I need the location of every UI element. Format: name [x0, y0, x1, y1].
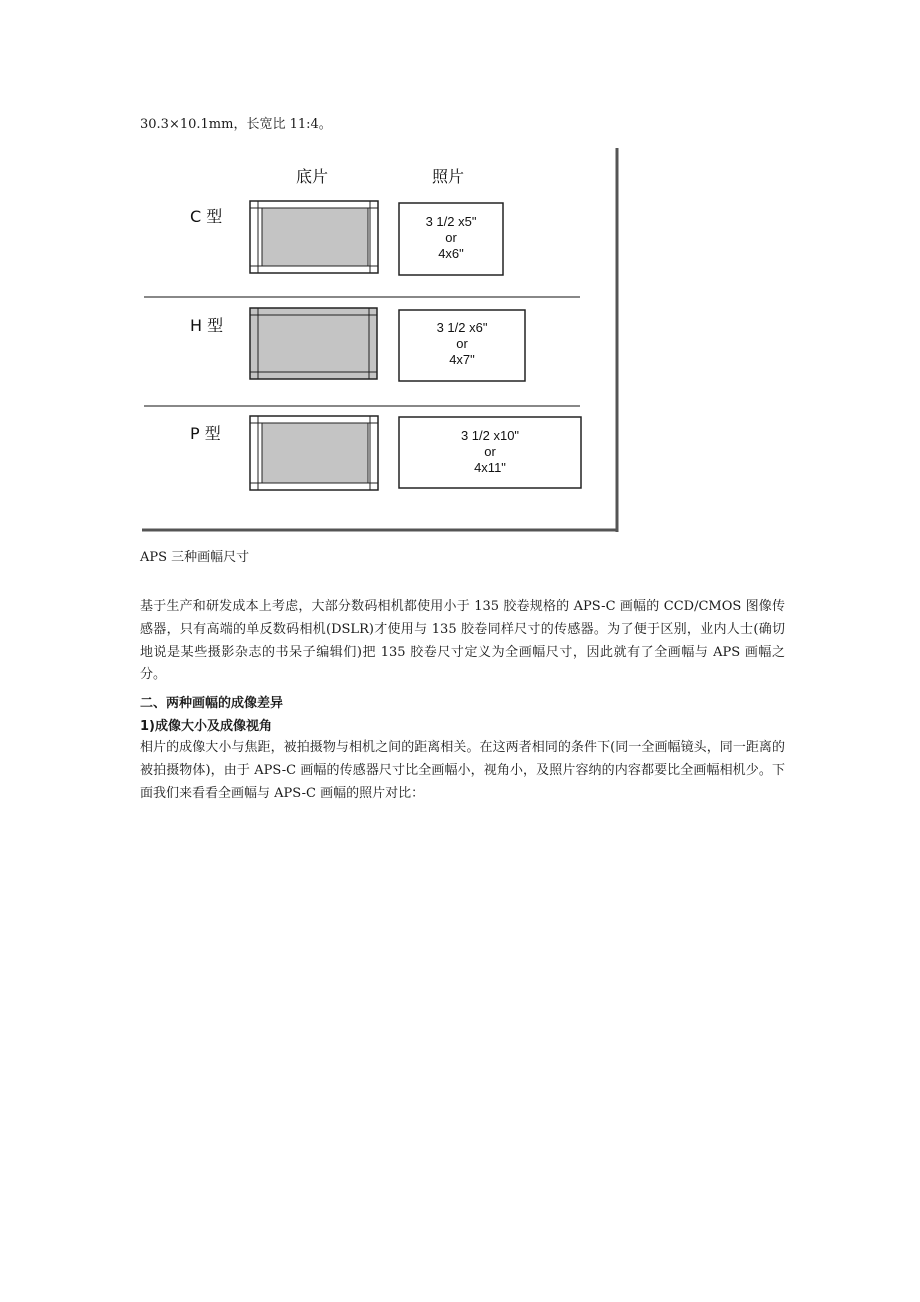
body-paragraph: 相片的成像大小与焦距，被拍摄物与相机之间的距离相关。在这两者相同的条件下(同一全画幅镜头，同一距离的被拍摄物体)，由于 APS-C 画幅的传感器尺寸比全画幅小，视角小，及照片容纳的内容都要比全画幅相机少。下面我们来看看全画幅与 APS-C 画幅的照片对比： [140, 740, 785, 801]
photo-size-line: 4x6" [438, 246, 464, 261]
photo-size-line: or [484, 444, 496, 459]
row-c-type [190, 201, 503, 275]
type-label: H 型 [190, 316, 224, 335]
photo-size-line: 4x11" [474, 460, 506, 475]
figure-caption: APS 三种画幅尺寸 [140, 550, 250, 565]
header-photo: 照片 [431, 167, 465, 186]
intro-line: 30.3×10.1mm，长宽比 11:4。 [140, 117, 332, 132]
photo-size-line: 4x7" [449, 352, 475, 367]
photo-size-line: or [445, 230, 457, 245]
film-frame-c [250, 201, 378, 273]
body-paragraph: 基于生产和研发成本上考虑，大部分数码相机都使用小于 135 胶卷规格的 APS-C 画幅的 CCD/CMOS 图像传感器，只有高端的单反数码相机(DSLR)才使用与 135 胶卷同样尺寸的传感器。为了便于区别，业内人士(确切地说是某些摄影杂志的书呆子编辑们)把 135 胶卷尺寸定义为全画幅尺寸，因此就有了全画幅与 APS 画幅之分。 [140, 599, 785, 683]
film-frame-h [250, 308, 377, 379]
aps-format-diagram [140, 146, 622, 534]
section-heading: 二、两种画幅的成像差异 [140, 696, 284, 711]
type-label: C 型 [190, 207, 223, 226]
photo-size-line: 3 1/2 x6" [436, 320, 488, 335]
row-p-type [190, 416, 581, 490]
subsection-heading: 1)成像大小及成像视角 [140, 719, 272, 734]
photo-size-line: or [456, 336, 468, 351]
film-frame-p [250, 416, 378, 490]
type-label: P 型 [190, 424, 221, 443]
header-film: 底片 [295, 167, 329, 186]
photo-size-line: 3 1/2 x10" [460, 428, 520, 443]
row-h-type [190, 308, 525, 381]
photo-size-line: 3 1/2 x5" [425, 214, 477, 229]
